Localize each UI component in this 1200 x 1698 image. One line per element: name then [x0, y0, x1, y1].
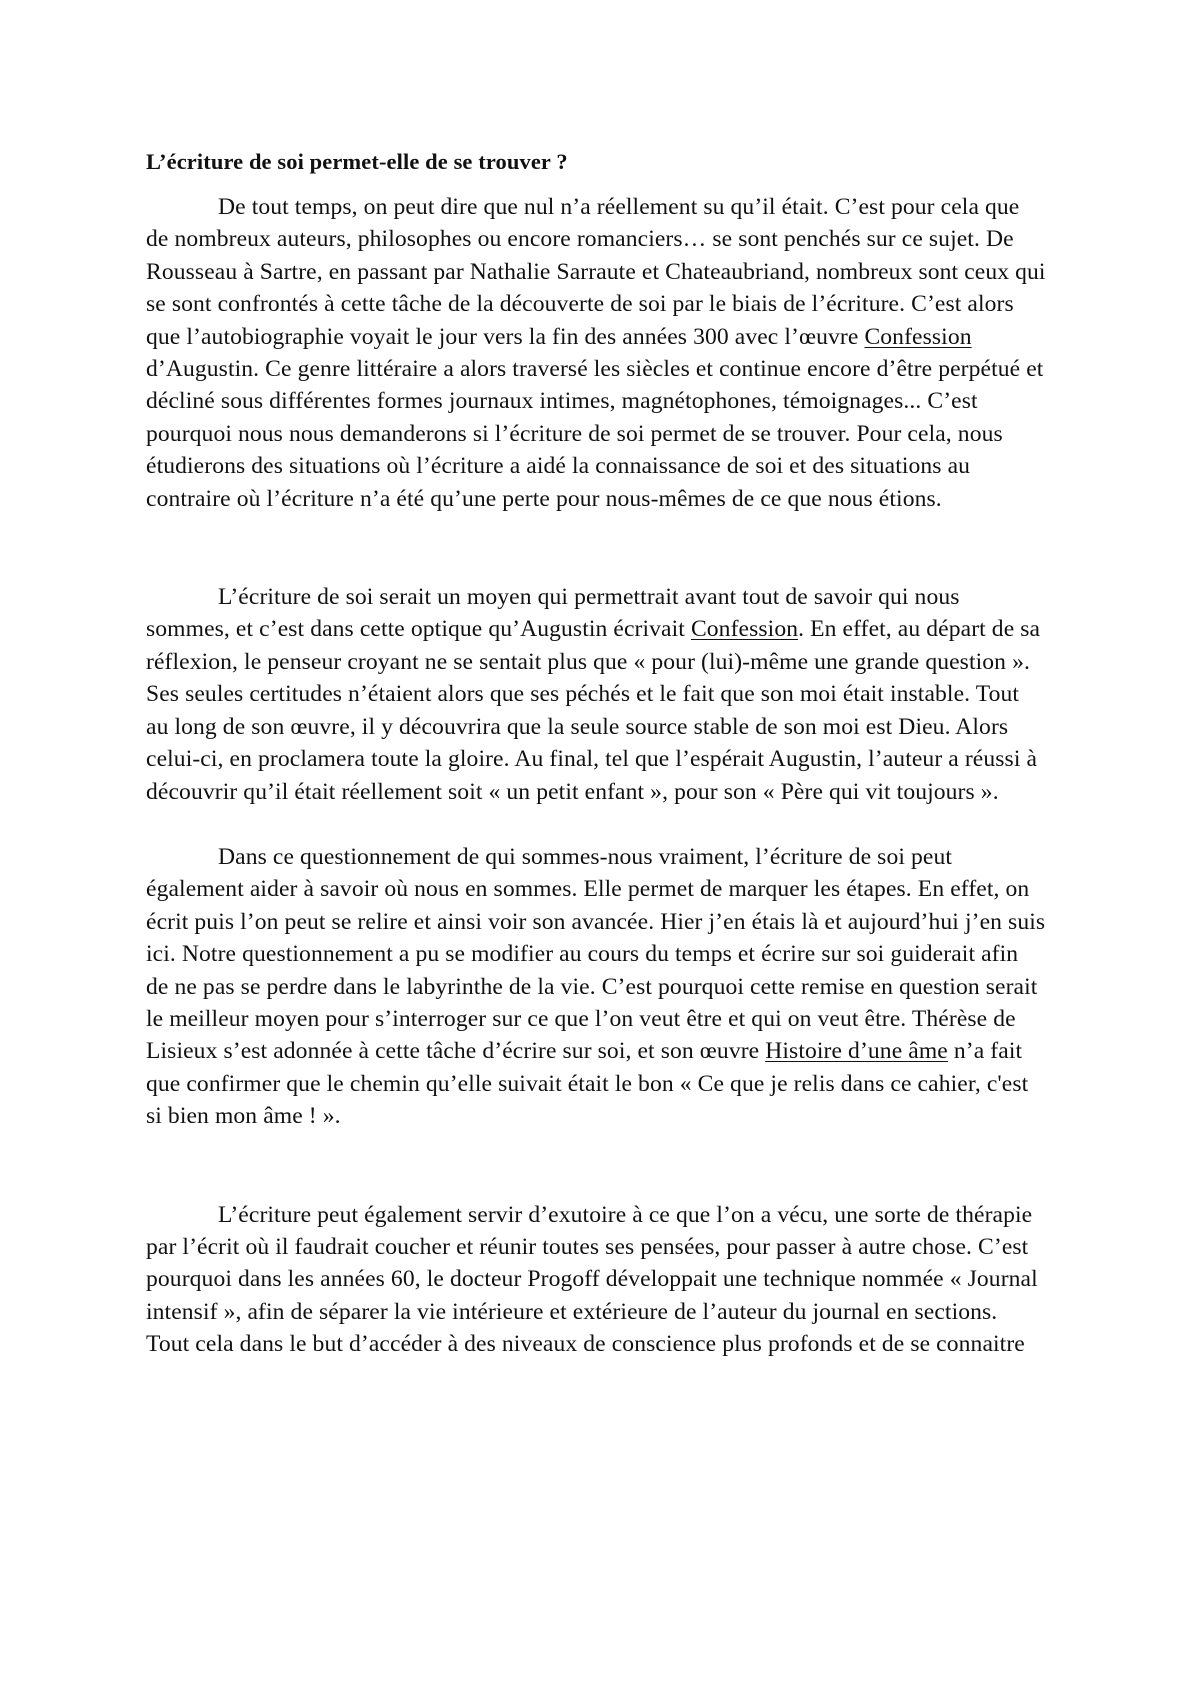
- paragraph-exutoire: [146, 1199, 1046, 1361]
- paragraph-text: L’écriture de soi serait un moyen qui permettrait avant tout de savoir qui nous sommes, et c’est dans cette optique qu’Augustin écrivait: [146, 584, 960, 643]
- book-title-confession: Confession: [690, 616, 799, 643]
- document-title: L’écriture de soi permet-elle de se trouver ?: [146, 149, 568, 174]
- document-body: [146, 146, 1046, 1361]
- paragraph-augustin: [146, 581, 1046, 808]
- paragraph-text: L’écriture peut également servir d’exutoire à ce que l’on a vécu, une sorte de thérapie par l’écrit où il faudrait coucher et réunir toutes ses pensées, pour passer à autre chose. C’est pourquoi dans les années 60, le docteur Progoff développait une technique nommée « Journal intensif », afin de séparer la vie intérieure et extérieure de l’auteur du journal en sections. Tout cela dans le but d’accéder à des niveaux de conscience plus profonds et de se connaitre: [146, 1201, 1038, 1358]
- paragraph-text: d’Augustin. Ce genre littéraire a alors traversé les siècles et continue encore d’être perpétué et décliné sous différentes formes journaux intimes, magnétophones, témoignages... C’est pourquoi nous nous demanderons si l’écriture de soi permet de se trouver. Pour cela, nous étudierons des situations où l’écriture a aidé la connaissance de soi et des situations au contraire où l’écriture n’a été qu’une perte pour nous-mêmes de ce que nous étions.: [146, 356, 1044, 512]
- book-title-confession: Confession: [864, 323, 972, 350]
- book-title-histoire-dune-ame: Histoire d’une âme: [765, 1038, 948, 1065]
- paragraph-text: De tout temps, on peut dire que nul n’a réellement su qu’il était. C’est pour cela que de nombreux auteurs, philosophes ou encore romanciers… se sont penchés sur ce sujet. De Rousseau à Sartre, en passant par Nathalie Sarraute et Chateaubriand, nombreux sont ceux qui se sont confrontés à cette tâche de la découverte de soi par le biais de l’écriture. C’est alors que l’autobiographie voyait le jour vers la fin des années 300 avec l’œuvre: [146, 194, 1046, 350]
- paragraph-therese: [146, 841, 1046, 1133]
- paragraph-text: Dans ce questionnement de qui sommes-nous vraiment, l’écriture de soi peut également aider à savoir où nous en sommes. Elle permet de marquer les étapes. En effet, on écrit puis l’on peut se relire et ainsi voir son avancée. Hier j’en étais là et aujourd’hui j’en suis ici. Notre questionnement a pu se modifier au cours du temps et écrire sur soi guiderait afin de ne pas se perdre dans le labyrinthe de la vie. C’est pourquoi cette remise en question serait le meilleur moyen pour s’interroger sur ce que l’on veut être et qui on veut être. Thérèse de Lisieux s’est adonnée à cette tâche d’écrire sur soi, et son œuvre: [146, 843, 1046, 1065]
- paragraph-text: . En effet, au départ de sa réflexion, le penseur croyant ne se sentait plus que « pour (lui)-même une grande question ». Ses seules certitudes n’étaient alors que ses péchés et le fait que son moi était instable. Tout au long de son œuvre, il y découvrira que la seule source stable de son moi est Dieu. Alors celui-ci, en proclamera toute la gloire. Au final, tel que l’espérait Augustin, l’auteur a réussi à découvrir qu’il était réellement soit « un petit enfant », pour son « Père qui vit toujours ».: [146, 616, 1041, 805]
- paragraph-introduction: [146, 191, 1046, 515]
- paragraph-text: n’a fait que confirmer que le chemin qu’elle suivait était le bon « Ce que je relis dans ce cahier, c'est si bien mon âme ! ».: [146, 1038, 1029, 1130]
